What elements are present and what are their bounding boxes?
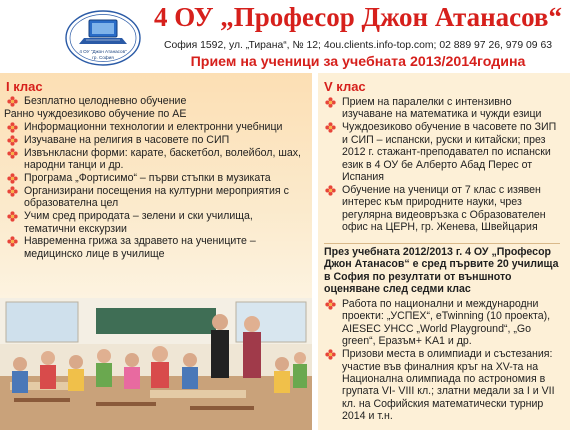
flower-bullet-icon: [7, 148, 18, 159]
school-address: София 1592, ул. „Тирана“, № 12; 4ou.clients.info-top.com; 02 889 97 26, 979 09 63: [163, 40, 553, 51]
list-item: [4, 134, 304, 146]
flower-bullet-icon: [7, 96, 18, 107]
list-item-text: Призови места в олимпиади и състезания: участие във финалния кръг на XV-та на Национална олимпиада по астрономия в групата VI- VIII кл.; златни медали за I и VII кл. на Софийския математически турнир 2014 и т.н.: [342, 348, 555, 423]
list-item: [4, 172, 304, 184]
list-item-text: Чуждоезиково обучение в часовете по ЗИП и СИП – испански, руски и китайски; през 2012 г. стажант-преподавател по испански език в 4 ОУ бе Алберто Абад Перес от Испания: [342, 121, 557, 183]
list-item-text: Учим сред природата – зелени и ски училища, тематични екскурзии: [24, 210, 253, 235]
list-item-text: Информационни технологии и електронни учебници: [24, 120, 283, 133]
list-item-text: Извънкласни форми: карате, баскетбол, волейбол, шах, народни танци и др.: [24, 146, 301, 172]
list-item: [4, 108, 304, 120]
list-item-text: Ранно чуждоезиково обучение по АЕ: [4, 107, 187, 120]
list-item-text: Прием на паралелки с интензивно изучаване на математика и чужди езици: [342, 96, 542, 121]
grade1-heading: I клас: [6, 79, 43, 94]
svg-text:гр. София: гр. София: [92, 55, 114, 60]
list-item-text: Програма „Фортисимо“ – първи стъпки в музиката: [24, 171, 271, 184]
flower-bullet-icon: [325, 299, 336, 310]
flower-bullet-icon: [7, 173, 18, 184]
grade5-heading: V клас: [324, 79, 366, 94]
list-item-text: Навременна грижа за здравето на учениците – медицинско лице в училище: [24, 235, 256, 260]
classroom-photo: [0, 298, 312, 430]
list-item: [4, 121, 304, 133]
list-item: [4, 147, 304, 172]
list-item: [4, 185, 304, 210]
list-item-text: Работа по национални и международни проекти: „УСПЕХ“, eTwinning (10 проекта), AIESEC УНСС „World Playground“, „Go green“, Еразъм+ KA1 и др.: [342, 298, 551, 348]
grade5-list: [322, 96, 564, 234]
flower-bullet-icon: [7, 236, 18, 247]
list-item: [322, 348, 564, 422]
column-divider: [314, 73, 316, 430]
list-item: [4, 210, 304, 235]
flower-bullet-icon: [7, 122, 18, 133]
grade1-list: [4, 95, 304, 261]
ranking-paragraph: През учебната 2012/2013 г. 4 ОУ „Професор Джон Атанасов“ е сред първите 20 училища в София по резултати от външното оценяване след седми клас: [324, 243, 560, 296]
list-item: [322, 121, 564, 183]
school-title: 4 ОУ „Професор Джон Атанасов“: [153, 2, 563, 32]
achievements-list: [322, 298, 564, 423]
list-item: [4, 235, 304, 260]
list-item: [4, 95, 304, 107]
list-item-text: Безплатно целодневно обучение: [24, 95, 187, 107]
svg-text:4 ОУ "Джон Атанасов": 4 ОУ "Джон Атанасов": [79, 49, 127, 54]
admission-banner: Прием на ученици за учебната 2013/2014година: [190, 54, 526, 70]
flower-bullet-icon: [7, 135, 18, 146]
list-item-text: Изучаване на религия в часовете по СИП: [24, 133, 230, 146]
school-logo: [64, 5, 142, 67]
list-item-text: Обучение на ученици от 7 клас с изявен интерес към природните науки, чрез регулярна видеовръзка с Образователен офис на ЦЕРН, гр. Женева, Швейцария: [342, 183, 546, 234]
flower-bullet-icon: [325, 122, 336, 133]
flower-bullet-icon: [7, 211, 18, 222]
list-item-text: Организирани посещения на културни мероприятия с образователна цел: [24, 184, 289, 210]
flower-bullet-icon: [7, 186, 18, 197]
flower-bullet-icon: [325, 97, 336, 108]
flower-bullet-icon: [325, 349, 336, 360]
list-item: [322, 184, 564, 234]
list-item: [322, 96, 564, 121]
flower-bullet-icon: [325, 185, 336, 196]
list-item: [322, 298, 564, 348]
